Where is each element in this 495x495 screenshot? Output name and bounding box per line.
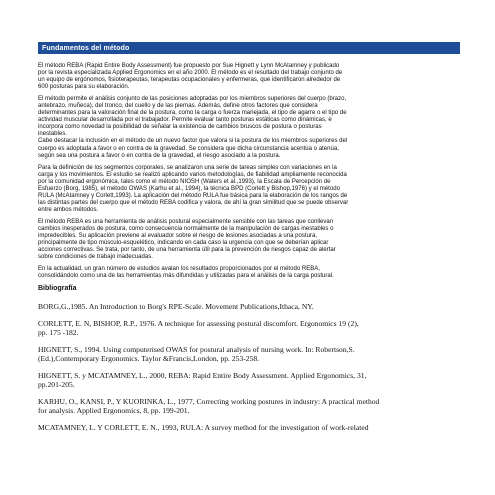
bibliography-entry: MCATAMNEY, L. Y CORLETT, E. N., 1993, RULA: A survey method for the investigation of work-related: [38, 423, 369, 433]
section-header: [38, 42, 460, 54]
bibliography-entry: CORLETT, E. N, BISHOP, R.P., 1976. A technique for assessing postural discomfort. Ergonomics 19 (2), pp. 175 -182.: [38, 319, 359, 338]
paragraph-current: En la actualidad, un gran número de estudios avalan los resultados proporcionados por el método REBA, consolidándolo como una de las herramientas más difundidas y utilizadas para el análisis de la carga postural.: [38, 266, 334, 280]
paragraph-analysis: El método permite el análisis conjunto de las posiciones adoptadas por los miembros superiores del cuerpo (brazo, antebrazo, muñeca), del tronco, del cuello y de las piernas. Además, define otros factores que considera determinantes para la valoración final de la postura, como la carga o fuerza manejada, el tipo de agarre o el tipo de actividad muscular desarrollada por el trabajador. Permite evaluar tanto posturas estáticas como dinámicas, e incorpora como novedad la posibilidad de señalar la existencia de cambios bruscos de postura o posturas inestables. Cabe destacar la inclusión en el método de un nuevo factor que valora si la postura de los miembros superiores del cuerpo es adoptada a favor o en contra de la gravedad. Se considera que dicha circunstancia acentúa o atenúa, según sea una postura a favor o en contra de la gravedad, el riesgo asociado a la postura.: [38, 96, 348, 159]
paragraph-tool: El método REBA es una herramienta de análisis postural especialmente sensible con las tareas que conllevan cambios inesperados de postura, como consecuencia normalmente de la manipulación de cargas inestables o impredecibles. Su aplicación previene al evaluador sobre el riesgo de lesiones asociadas a una postura, principalmente de tipo músculo-esquelético, indicando en cada caso la urgencia con que se deberían aplicar acciones correctivas. Se trata, por tanto, de una herramienta útil para la prevención de riesgos capaz de alertar sobre condiciones de trabajo inadecuadas.: [38, 218, 336, 261]
paragraph-intro: El método REBA (Rapid Entire Body Assessment) fue propuesto por Sue Hignett y Lynn McAtamney y publicado por la revista especializada Applied Ergonomics en el año 2000. El método es el resultado del trabajo conjunto de un equipo de ergónomos, fisioterapeutas, terapeutas ocupacionales y enfermeras, que identificaron alrededor de 600 posturas para su elaboración.: [38, 63, 343, 91]
bibliography-title: Bibliografía: [38, 285, 77, 293]
document-page: [38, 42, 460, 440]
section-title: Fundamentos del método: [42, 44, 130, 52]
document-body: [38, 63, 460, 280]
bibliography-list: [38, 302, 460, 432]
bibliography-entry: HIGNETT, S., 1994. Using computerised OWAS for postural analysis of nursing work. In: Robertson,S. (Ed.),Contemporary Ergonomics. Taylor &Francis,London, pp. 253-258.: [38, 345, 355, 364]
bibliography-entry: HIGNETT, S. y MCATAMNEY, L., 2000, REBA: Rapid Entire Body Assessment. Applied Ergonomics, 31, pp.201-205.: [38, 371, 367, 390]
bibliography-entry: KARHU, O., KANSI, P., Y KUORINKA, L., 1977, Correcting working postures in industry: A practical method for analysis. Applied Ergonomics, 8, pp. 199-201.: [38, 397, 380, 416]
paragraph-segments: Para la definición de los segmentos corporales, se analizaron una serie de tareas simples con variaciones en la carga y los movimientos. El estudio se realizó aplicando varios metodologías, de fiabilidad ampliamente reconocida por la comunidad ergonómica, tales como el método NIOSH (Waters et al.,1993), la Escala de Percepción de Esfuerzo (Borg, 1985), el método OWAS (Karhu et al., 1994), la técnica BPD (Corlett y Bishop,1976) y el método RULA (McAtamney y Corlett,1993). La aplicación del método RULA fue básica para la elaboración de los rangos de las distintas partes del cuerpo que el método REBA codifica y valora, de ahí la gran similitud que se puede observar entre ambos métodos.: [38, 164, 349, 213]
bibliography-entry: BORG,G.,1985. An Introduction to Borg's RPE-Scale. Movement Publications,Ithaca, NY.: [38, 302, 314, 312]
